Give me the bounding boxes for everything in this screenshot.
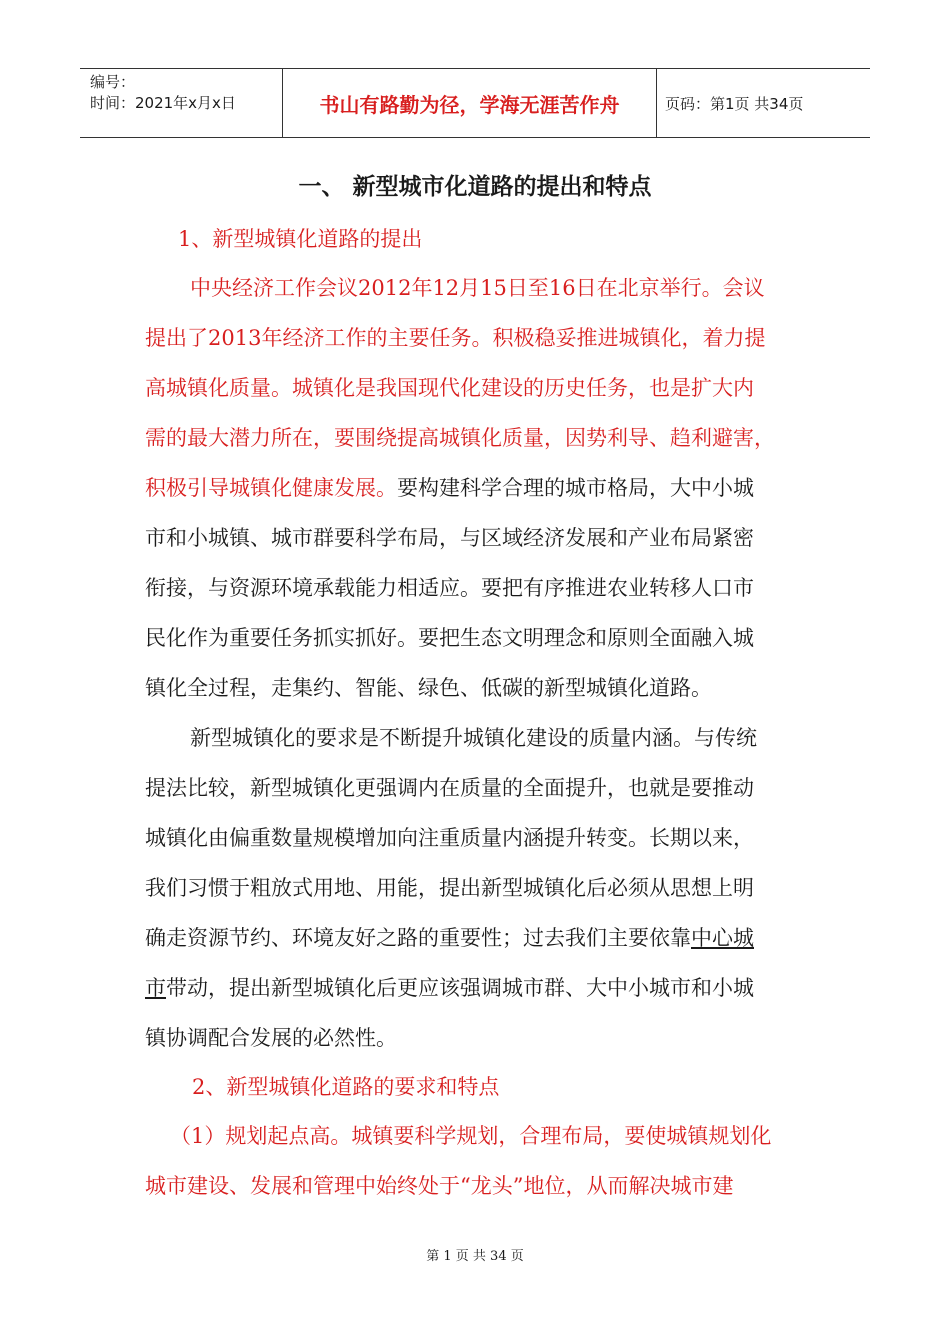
paragraph-line: （1）规划起点高。城镇要科学规划，合理布局，要使城镇规划化 <box>170 1124 772 1148</box>
paragraph-line: 市和小城镇、城市群要科学布局，与区域经济发展和产业布局紧密 <box>145 526 754 550</box>
paragraph-line: 衔接，与资源环境承载能力相适应。要把有序推进农业转移人口市 <box>145 576 754 600</box>
paragraph-line: 提出了2013年经济工作的主要任务。积极稳妥推进城镇化，着力提 <box>145 326 766 350</box>
date-label: 时间：2021年x月x日 <box>90 94 236 112</box>
section-heading-2: 2、新型城镇化道路的要求和特点 <box>192 1075 500 1099</box>
paragraph-line <box>145 472 754 502</box>
paragraph-line: 提法比较，新型城镇化更强调内在质量的全面提升，也就是要推动 <box>145 776 754 800</box>
paragraph-line: 中央经济工作会议2012年12月15日至16日在北京举行。会议 <box>190 276 765 300</box>
paragraph-line: 民化作为重要任务抓实抓好。要把生态文明理念和原则全面融入城 <box>145 626 754 650</box>
underlined-term: 市 <box>145 976 166 1000</box>
paragraph-line: 新型城镇化的要求是不断提升城镇化建设的质量内涵。与传统 <box>190 726 757 750</box>
paragraph-text: 确走资源节约、环境友好之路的重要性；过去我们主要依靠 <box>145 926 691 950</box>
page-footer: 第 1 页 共 34 页 <box>426 1249 524 1264</box>
paragraph-line <box>145 972 754 1002</box>
paragraph-line: 城市建设、发展和管理中始终处于“龙头”地位，从而解决城市建 <box>145 1174 734 1198</box>
header-meta <box>80 69 282 137</box>
highlighted-text: 积极引导城镇化健康发展。 <box>145 476 397 500</box>
number-label: 编号： <box>90 73 136 91</box>
paragraph-line <box>145 922 754 952</box>
section-heading-1: 1、新型城镇化道路的提出 <box>178 227 423 251</box>
document-header <box>80 68 870 138</box>
page-title: 一、 新型城市化道路的提出和特点 <box>298 174 652 200</box>
paragraph-line: 镇协调配合发展的必然性。 <box>145 1026 397 1050</box>
header-page-info: 页码：第1页 共34页 <box>665 94 804 113</box>
paragraph-line: 需的最大潜力所在，要围绕提高城镇化质量，因势利导、趋利避害， <box>145 426 775 450</box>
header-motto: 书山有路勤为径，学海无涯苦作舟 <box>282 69 657 137</box>
underlined-term: 中心城 <box>691 926 754 950</box>
paragraph-text: 带动，提出新型城镇化后更应该强调城市群、大中小城市和小城 <box>166 976 754 1000</box>
paragraph-line: 镇化全过程，走集约、智能、绿色、低碳的新型城镇化道路。 <box>145 676 712 700</box>
paragraph-line: 高城镇化质量。城镇化是我国现代化建设的历史任务，也是扩大内 <box>145 376 754 400</box>
paragraph-line: 城镇化由偏重数量规模增加向注重质量内涵提升转变。长期以来， <box>145 826 754 850</box>
paragraph-text: 要构建科学合理的城市格局，大中小城 <box>397 476 754 500</box>
paragraph-line: 我们习惯于粗放式用地、用能，提出新型城镇化后必须从思想上明 <box>145 876 754 900</box>
